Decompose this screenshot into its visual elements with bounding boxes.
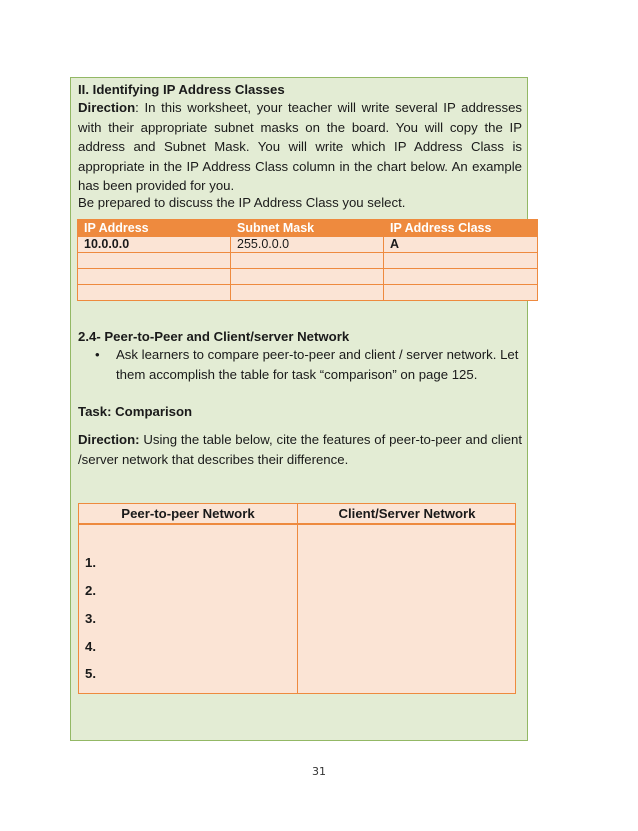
section-title: II. Identifying IP Address Classes <box>78 82 285 97</box>
direction-label: Direction <box>78 100 136 115</box>
bullet-icon: • <box>95 347 100 362</box>
direction2-paragraph <box>78 430 522 469</box>
header-peer-to-peer: Peer-to-peer Network <box>121 506 255 521</box>
list-number-1: 1. <box>85 555 96 570</box>
list-number-5: 5. <box>85 666 96 681</box>
column-divider <box>297 504 298 693</box>
direction2-label: Direction: <box>78 432 140 447</box>
list-number-4: 4. <box>85 639 96 654</box>
empty-cell[interactable] <box>78 269 231 285</box>
direction-text: : In this worksheet, your teacher will write several IP addresses with their appropriate subnet masks on the board. You will copy the IP address and Subnet Mask. You will write which IP Address Class is appropriate in the IP Address Class column in the chart below. An example has been provided for you. <box>78 100 522 193</box>
list-number-3: 3. <box>85 611 96 626</box>
table-row <box>78 269 538 285</box>
section2-title: 2.4- Peer-to-Peer and Client/server Network <box>78 329 350 344</box>
prepare-text: Be prepared to discuss the IP Address Class you select. <box>78 195 406 210</box>
empty-cell[interactable] <box>78 253 231 269</box>
header-ip-class: IP Address Class <box>384 220 538 237</box>
empty-cell[interactable] <box>384 269 538 285</box>
table-row <box>78 285 538 301</box>
task-title: Task: Comparison <box>78 404 193 419</box>
table-header-row <box>78 220 538 237</box>
empty-cell[interactable] <box>384 253 538 269</box>
cell-mask-example: 255.0.0.0 <box>231 237 384 253</box>
cell-ip-example: 10.0.0.0 <box>78 237 231 253</box>
cell-class-example: A <box>384 237 538 253</box>
direction-paragraph <box>78 98 522 196</box>
bullet-text: Ask learners to compare peer-to-peer and client / server network. Let them accomplish the table for task “comparison” on page 125. <box>116 347 519 382</box>
header-client-server: Client/Server Network <box>338 506 476 521</box>
comparison-table <box>78 503 516 694</box>
table-row <box>78 237 538 253</box>
direction2-text: Using the table below, cite the features of peer-to-peer and client /server network that describes their difference. <box>78 432 522 467</box>
ip-address-table <box>77 219 538 301</box>
empty-cell[interactable] <box>384 285 538 301</box>
table-row <box>78 253 538 269</box>
page-number: 31 <box>312 765 326 778</box>
empty-cell[interactable] <box>231 285 384 301</box>
list-number-2: 2. <box>85 583 96 598</box>
empty-cell[interactable] <box>231 253 384 269</box>
header-ip-address: IP Address <box>78 220 231 237</box>
empty-cell[interactable] <box>78 285 231 301</box>
header-subnet-mask: Subnet Mask <box>231 220 384 237</box>
empty-cell[interactable] <box>231 269 384 285</box>
